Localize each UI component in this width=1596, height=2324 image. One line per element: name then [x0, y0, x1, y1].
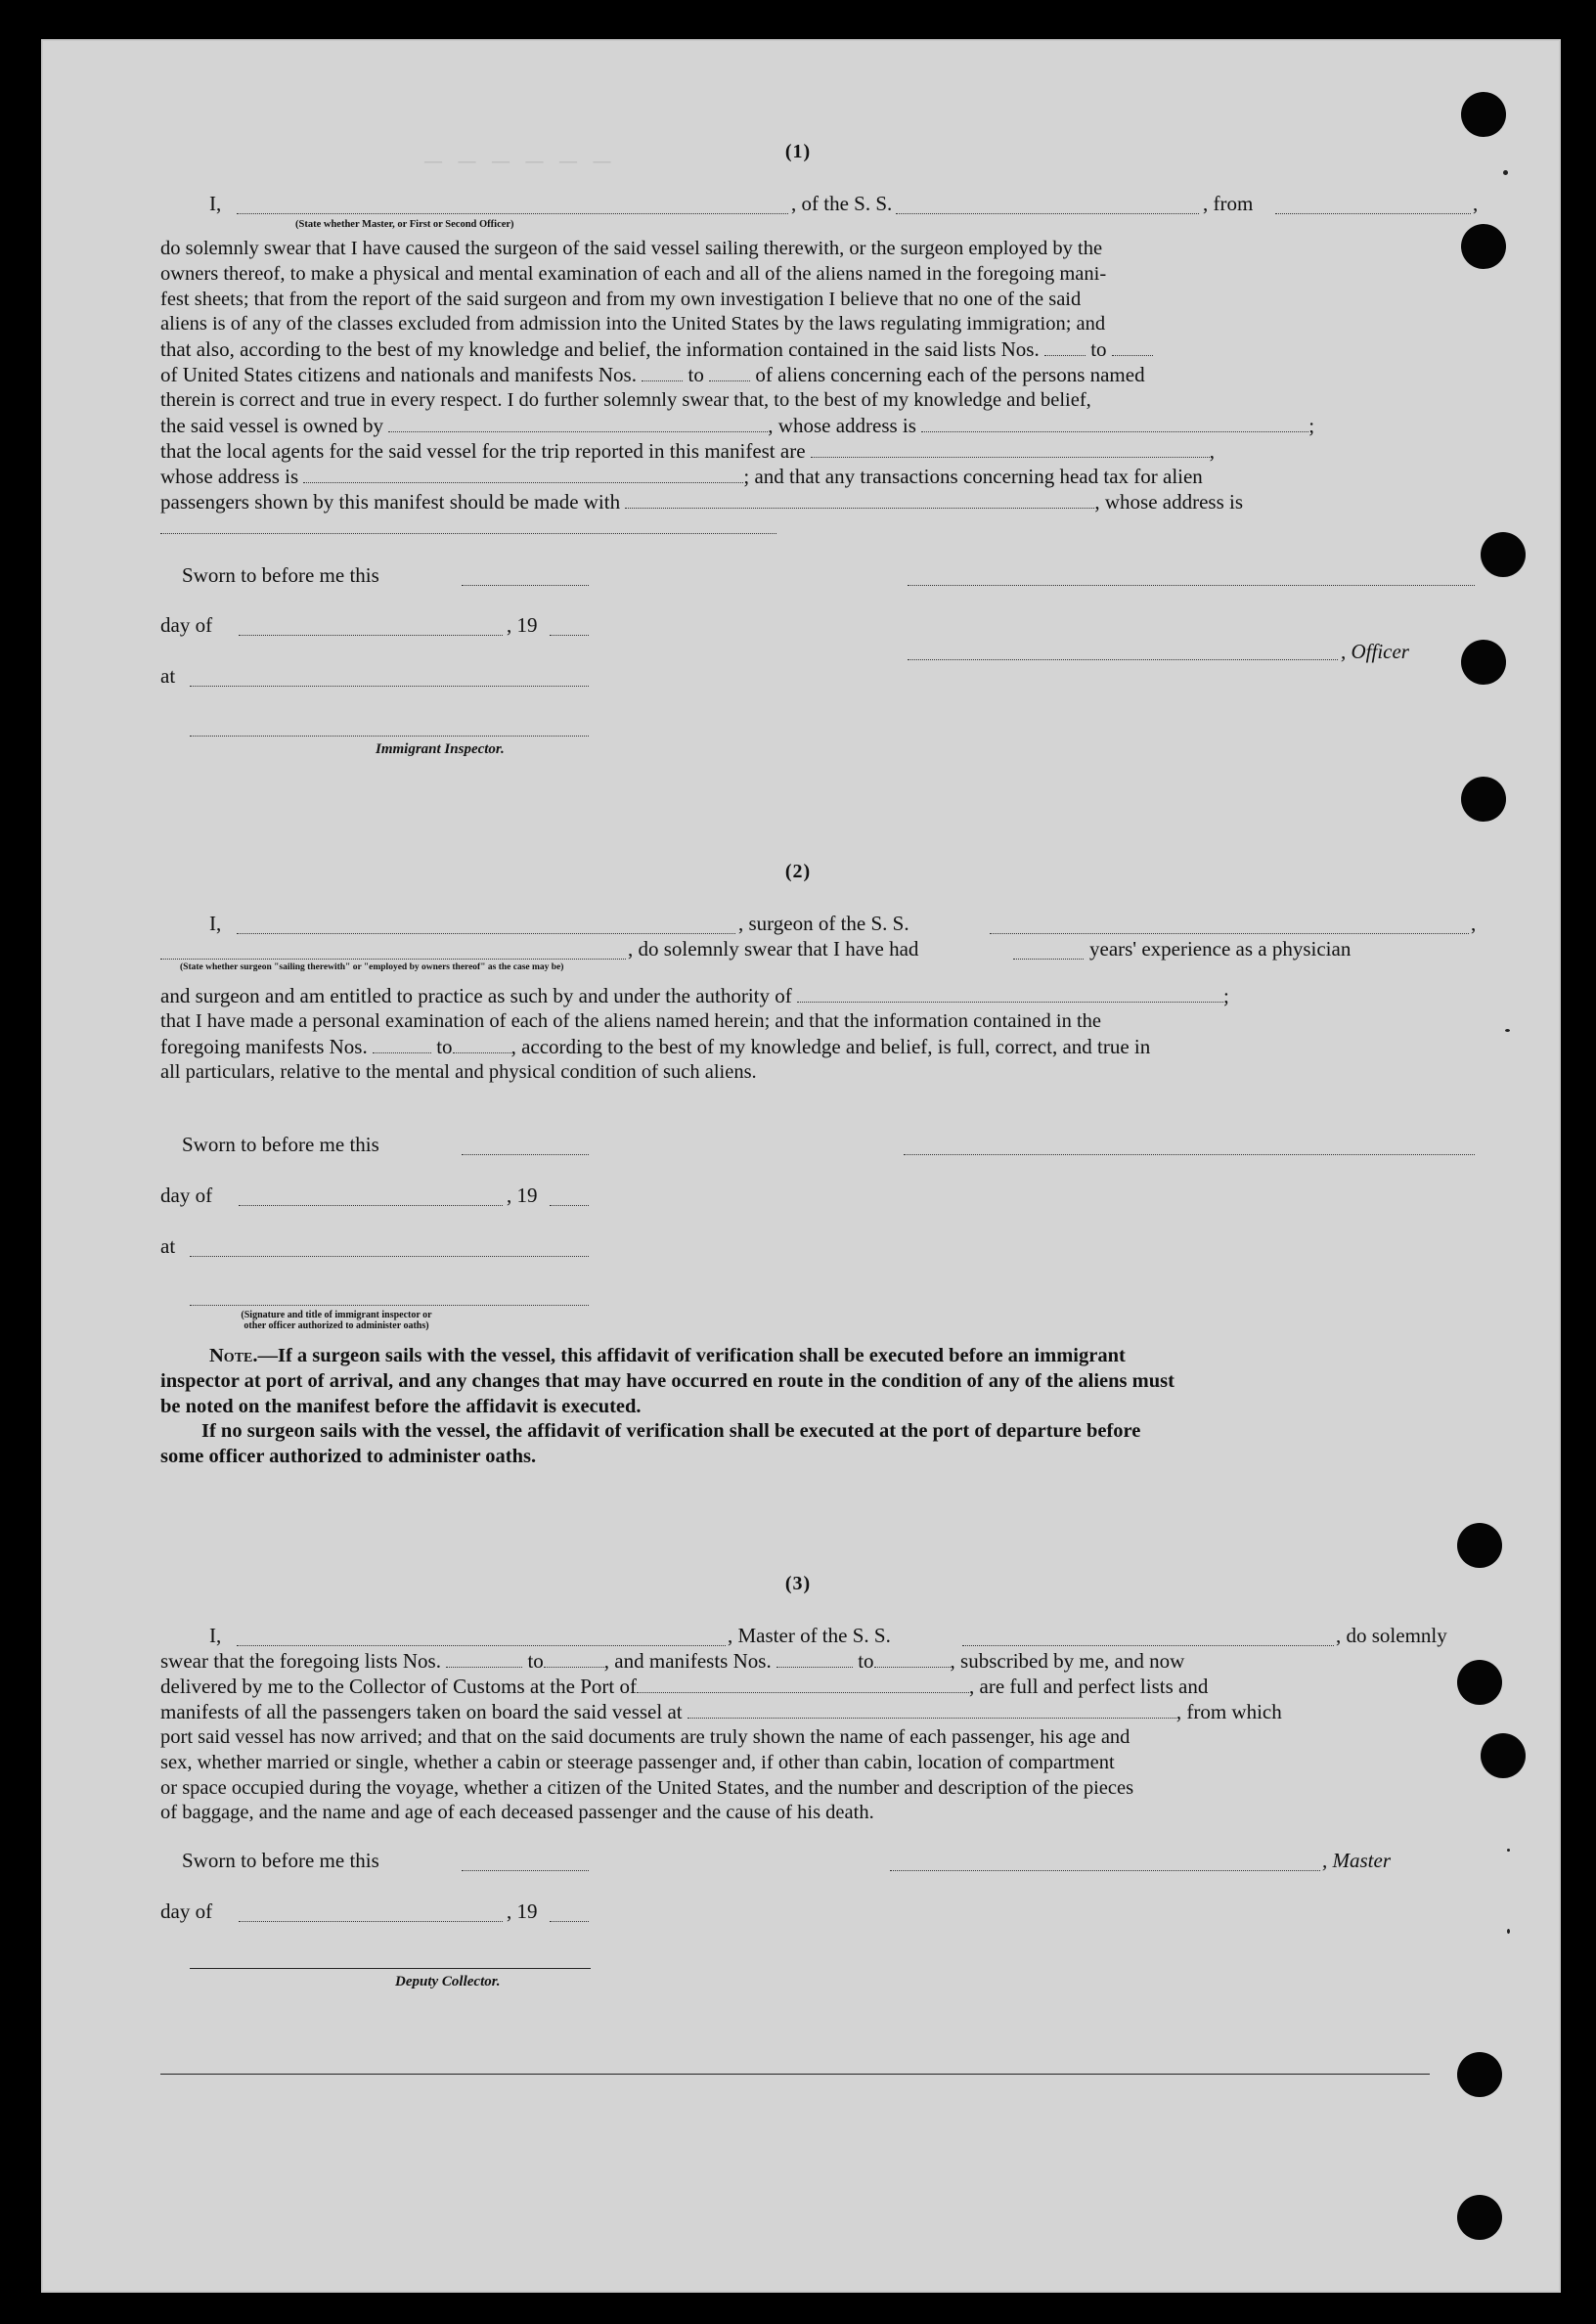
i-label: I,: [209, 192, 222, 215]
at-field-1[interactable]: [190, 686, 589, 687]
year-label-1: , 19: [507, 613, 538, 637]
body-text: to: [436, 1035, 453, 1058]
officer-signature-field[interactable]: [908, 659, 1338, 660]
lists-line: [160, 337, 1153, 362]
body-text: that the local agents for the said vessel for the trip reported in this manifest are: [160, 439, 806, 463]
body-line: do solemnly swear that I have caused the surgeon of the said vessel sailing therewith, or the surgeon employed by the: [160, 238, 1103, 259]
official-signature-field[interactable]: [190, 1305, 589, 1306]
body-text: , according to the best of my knowledge and belief, is full, correct, and true in: [510, 1035, 1151, 1058]
day-of-label-3: day of: [160, 1899, 213, 1923]
signature-field-2[interactable]: [904, 1154, 1475, 1155]
master-of-label: , Master of the S. S.: [728, 1624, 891, 1647]
sworn-date-field-2[interactable]: [462, 1154, 589, 1155]
day-of-field-3[interactable]: [239, 1921, 503, 1922]
s3-i-label: I,: [209, 1624, 222, 1647]
lists-to-field[interactable]: [1112, 349, 1153, 356]
body-text: , subscribed by me, and now: [950, 1649, 1185, 1673]
body-text: to: [687, 363, 704, 386]
note-text: —If a surgeon sails with the vessel, this affidavit of verification shall be executed before an immigrant: [257, 1345, 1126, 1366]
body-text: , from which: [1175, 1700, 1282, 1723]
body-text: the said vessel is owned by: [160, 414, 384, 437]
sworn-date-field-3[interactable]: [462, 1870, 589, 1871]
s2-i-label: I,: [209, 912, 222, 935]
body-line: that I have made a personal examination of each of the aliens named herein; and that the information contained in the: [160, 1010, 1101, 1032]
punch-hole: [1461, 777, 1506, 822]
owner-address-field[interactable]: [921, 425, 1308, 432]
body-text: of United States citizens and nationals and manifests Nos.: [160, 363, 637, 386]
body-text: of aliens concerning each of the persons named: [755, 363, 1145, 386]
owner-line: [160, 414, 1314, 438]
head-tax-address-field[interactable]: [160, 533, 776, 534]
s3-lists-to-field[interactable]: [544, 1661, 604, 1668]
from-port-field[interactable]: [1275, 213, 1471, 214]
faint-header-remnant: — — — — — —: [424, 151, 617, 170]
surgeon-state-note: (State whether surgeon "sailing therewith" or "employed by owners thereof" as the case may be): [180, 962, 564, 972]
year-field-3[interactable]: [550, 1921, 589, 1922]
body-line: of baggage, and the name and age of each deceased passenger and the cause of his death.: [160, 1802, 874, 1824]
from-label: , from: [1203, 192, 1254, 215]
agents-field[interactable]: [811, 451, 1210, 458]
punch-hole: [1457, 1523, 1502, 1568]
immigrant-inspector-label: Immigrant Inspector.: [376, 741, 505, 757]
master-signature-field[interactable]: [890, 1870, 1320, 1871]
body-line: sex, whether married or single, whether a cabin or steerage passenger and, if other than cabin, location of compartment: [160, 1751, 1115, 1773]
sworn-date-field-1[interactable]: [462, 585, 589, 586]
body-text: , whose address is: [1094, 490, 1244, 514]
at-label-1: at: [160, 664, 176, 688]
body-text: that also, according to the best of my knowledge and belief, the information contained in the said lists Nos.: [160, 337, 1040, 361]
body-line: aliens is of any of the classes excluded from admission into the United States by the laws regulating immigration; and: [160, 313, 1106, 335]
s2-body-l4: [160, 1009, 1479, 1035]
surgeon-status-field[interactable]: [160, 959, 626, 960]
body-text: to: [1090, 337, 1107, 361]
vessel-name-field[interactable]: [896, 213, 1199, 214]
manifests-line: [160, 363, 1145, 387]
sworn-label-1: Sworn to before me this: [182, 563, 379, 587]
section2-heading: (2): [784, 861, 812, 882]
punch-hole: [1461, 640, 1506, 685]
form-page: [41, 39, 1561, 2293]
manifests-to-field[interactable]: [709, 375, 750, 381]
punch-hole: [1457, 2195, 1502, 2240]
master-name-field[interactable]: [237, 1645, 726, 1646]
body-text: swear that the foregoing lists Nos.: [160, 1649, 441, 1673]
s3-lists-from-field[interactable]: [446, 1661, 522, 1668]
body-line: therein is correct and true in every respect. I do further solemnly swear that, to the best of my knowledge and belief,: [160, 389, 1091, 411]
note-text: inspector at port of arrival, and any changes that may have occurred en route in the condition of any of the aliens must: [160, 1369, 1175, 1392]
deputy-collector-label: Deputy Collector.: [395, 1974, 501, 1989]
note-text: be noted on the manifest before the affidavit is executed.: [160, 1395, 642, 1417]
boarded-line: [160, 1700, 1282, 1724]
day-of-label-1: day of: [160, 613, 213, 637]
lists-from-field[interactable]: [1044, 349, 1086, 356]
year-label-3: , 19: [507, 1899, 538, 1923]
section1-line-i: [209, 192, 221, 216]
signature-title-note: [229, 1310, 444, 1331]
year-field-2[interactable]: [550, 1205, 589, 1206]
manifests-from-field[interactable]: [642, 375, 683, 381]
body-text: foregoing manifests Nos.: [160, 1035, 368, 1058]
s3-body: [160, 1725, 1479, 1826]
year-field-1[interactable]: [550, 635, 589, 636]
surgeon-name-field[interactable]: [237, 933, 735, 934]
authority-line: [160, 984, 1229, 1008]
year-label-2: , 19: [507, 1184, 538, 1207]
agent-address-line: [160, 465, 1203, 489]
section1-body-2: [160, 388, 1479, 414]
note-text: If no surgeon sails with the vessel, the affidavit of verification shall be executed at the port of departure before: [201, 1420, 1141, 1443]
signature-field-1[interactable]: [908, 585, 1475, 586]
body-text: delivered by me to the Collector of Customs at the Port of: [160, 1675, 637, 1698]
surgeon-note: [160, 1344, 1479, 1470]
years-label: years' experience as a physician: [1089, 937, 1352, 961]
s3-manifests-to-field[interactable]: [874, 1661, 951, 1668]
inspector-signature-field[interactable]: [190, 736, 589, 737]
swear-label: , do solemnly swear that I have had: [628, 937, 919, 961]
note-line: other officer authorized to administer oaths): [244, 1320, 429, 1331]
agent-address-field[interactable]: [303, 476, 743, 483]
note-label: Note.: [209, 1345, 258, 1366]
section3-heading: (3): [784, 1573, 812, 1594]
body-text: ,: [1209, 439, 1216, 463]
body-text: passengers shown by this manifest should be made with: [160, 490, 621, 514]
body-line: owners thereof, to make a physical and mental examination of each and all of the aliens named in the foregoing mani-: [160, 262, 1107, 285]
s3-manifests-from-field[interactable]: [776, 1661, 853, 1668]
day-of-field-2[interactable]: [239, 1205, 503, 1206]
body-text: to: [858, 1649, 874, 1673]
s2-manifests-line: [160, 1035, 1150, 1059]
body-line: or space occupied during the voyage, whether a citizen of the United States, and the number and description of the pieces: [160, 1776, 1134, 1799]
body-text: to: [527, 1649, 544, 1673]
body-text: ;: [1308, 414, 1315, 437]
bottom-rule: [160, 2074, 1430, 2075]
master-label: , Master: [1322, 1849, 1391, 1872]
body-text: , whose address is: [768, 414, 916, 437]
boarded-at-field[interactable]: [687, 1712, 1176, 1719]
port-field[interactable]: [637, 1686, 969, 1693]
surgeon-of-label: , surgeon of the S. S.: [738, 912, 909, 935]
comma: ,: [1473, 192, 1479, 215]
body-text: , and manifests Nos.: [603, 1649, 772, 1673]
authority-field[interactable]: [797, 996, 1223, 1003]
punch-hole: [1461, 92, 1506, 137]
body-text: manifests of all the passengers taken on board the said vessel at: [160, 1700, 683, 1723]
section1-heading: (1): [784, 141, 812, 162]
punch-hole: [1457, 2052, 1502, 2097]
note-line: (Signature and title of immigrant inspector or: [241, 1310, 432, 1320]
of-ss-label: , of the S. S.: [791, 192, 893, 215]
body-text: and surgeon and am entitled to practice as such by and under the authority of: [160, 984, 792, 1007]
section1-body: [160, 237, 1479, 337]
years-experience-field[interactable]: [1013, 959, 1084, 960]
at-label-2: at: [160, 1234, 176, 1258]
body-line: fest sheets; that from the report of the said surgeon and from my own investigation I believe that no one of the said: [160, 288, 1082, 310]
day-of-label-2: day of: [160, 1184, 213, 1207]
comma: ,: [1471, 912, 1477, 935]
head-tax-line: [160, 490, 1243, 514]
body-text: ;: [1223, 984, 1229, 1007]
do-solemnly-label: , do solemnly: [1336, 1624, 1447, 1647]
officer-name-field[interactable]: [237, 213, 788, 214]
agents-line: [160, 439, 1215, 464]
day-of-field-1[interactable]: [239, 635, 503, 636]
owner-field[interactable]: [388, 425, 768, 432]
body-text: ; and that any transactions concerning head tax for alien: [743, 465, 1203, 488]
note-text: some officer authorized to administer oaths.: [160, 1446, 537, 1468]
state-officer-note: (State whether Master, or First or Second Officer): [295, 219, 514, 230]
sworn-label-3: Sworn to before me this: [182, 1849, 379, 1872]
body-line: port said vessel has now arrived; and that on the said documents are truly shown the name of each passenger, his age and: [160, 1726, 1130, 1748]
deputy-signature-field[interactable]: [190, 1968, 591, 1969]
body-text: whose address is: [160, 465, 299, 488]
at-field-2[interactable]: [190, 1256, 589, 1257]
punch-hole: [1457, 1660, 1502, 1705]
body-line: all particulars, relative to the mental and physical condition of such aliens.: [160, 1061, 757, 1083]
s2-body-l6: [160, 1060, 1479, 1086]
s2-vessel-field[interactable]: [990, 933, 1469, 934]
s3-lists-line: [160, 1649, 1184, 1674]
port-line: [160, 1675, 1208, 1699]
s2-manifest-from-field[interactable]: [373, 1047, 431, 1053]
head-tax-contact-field[interactable]: [625, 502, 1094, 509]
punch-hole: [1481, 532, 1526, 577]
s2-manifest-to-field[interactable]: [453, 1047, 511, 1053]
officer-label: , Officer: [1341, 640, 1409, 663]
sworn-label-2: Sworn to before me this: [182, 1133, 379, 1156]
punch-hole: [1481, 1733, 1526, 1778]
s3-vessel-field[interactable]: [962, 1645, 1334, 1646]
body-text: , are full and perfect lists and: [969, 1675, 1209, 1698]
